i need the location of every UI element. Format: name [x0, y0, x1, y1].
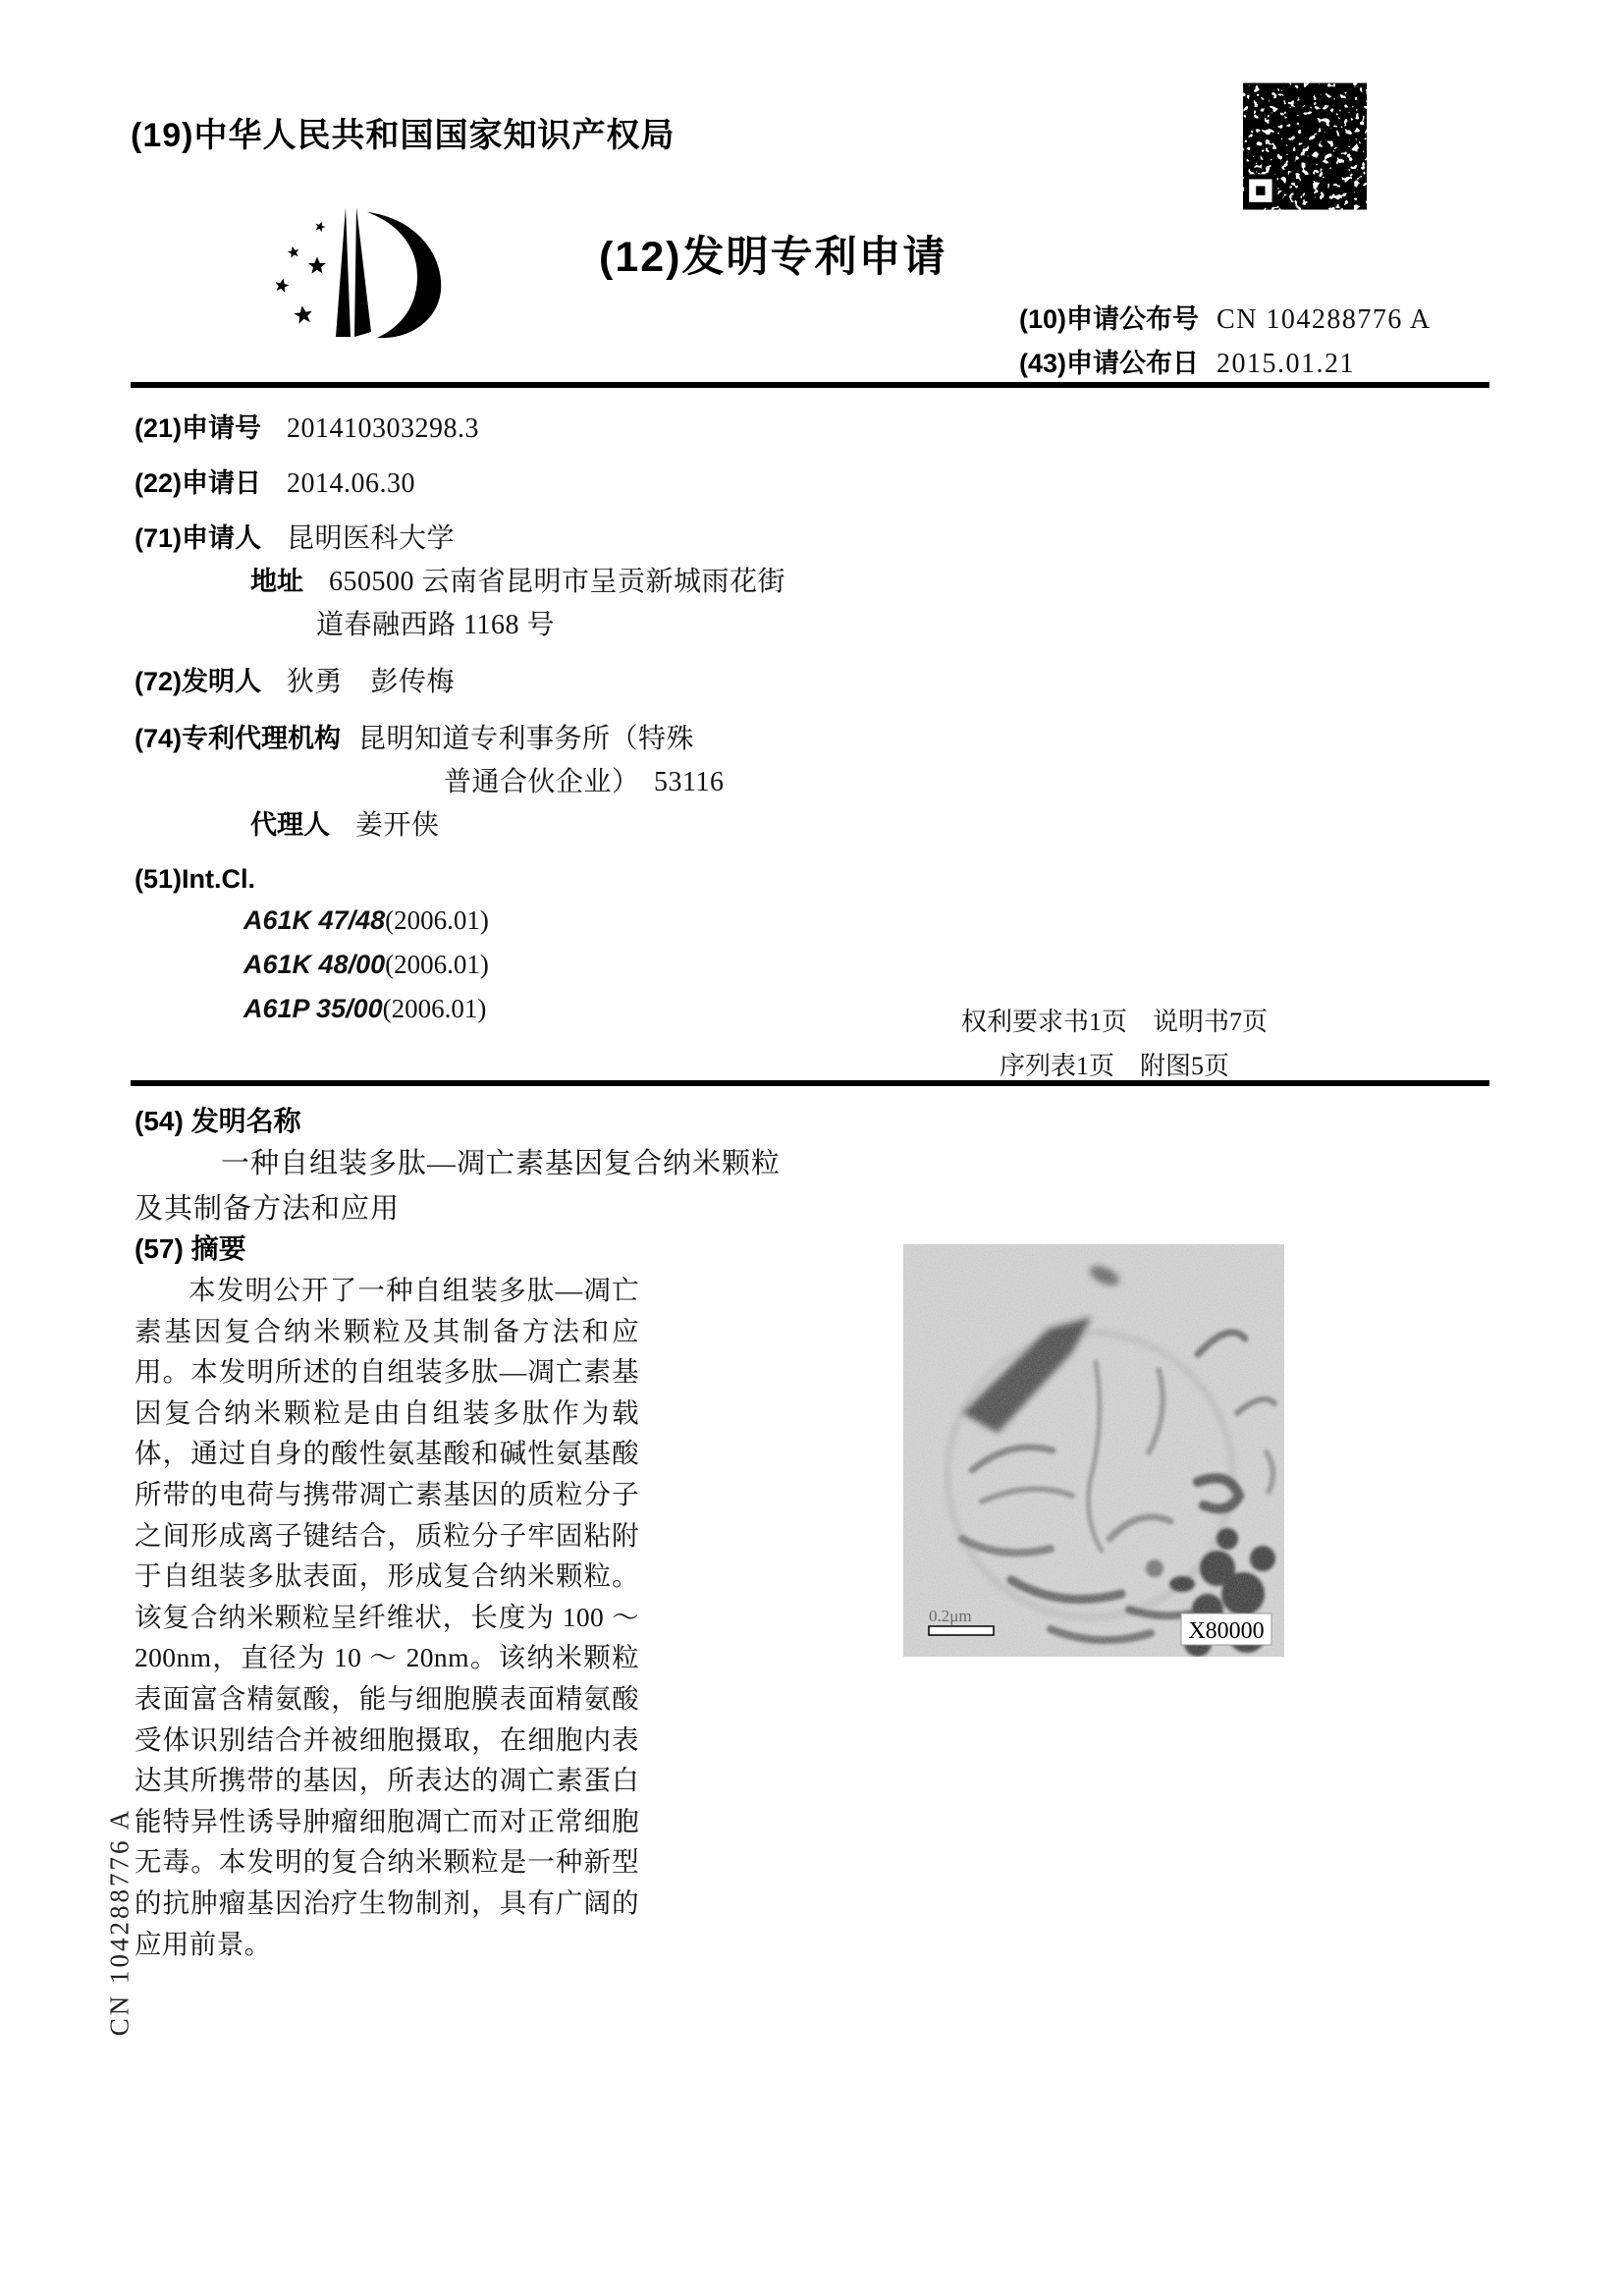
agent-label: 代理人 [250, 810, 330, 840]
application-date-label: (22)申请日 [135, 468, 262, 498]
publication-date-row [1019, 342, 1355, 380]
header-divider-rule [131, 382, 1489, 388]
agency-row [135, 717, 694, 756]
scale-bar-label: 0.2μm [929, 1607, 972, 1625]
invention-title-line1: 一种自组装多肽—凋亡素基因复合纳米颗粒 [221, 1148, 782, 1179]
address-line2: 道春融西路 1168 号 [316, 610, 555, 640]
invention-title-label: (54) 发明名称 [135, 1106, 301, 1136]
int-cl-version: (2006.01) [382, 994, 487, 1023]
page-counts [933, 1000, 1296, 1088]
agent-value: 姜开侠 [355, 810, 440, 841]
applicant-label: (71)申请人 [135, 523, 262, 553]
publication-number-label: (10)申请公布号 [1019, 304, 1200, 334]
int-cl-entry [243, 994, 486, 1024]
application-date-value: 2014.06.30 [287, 468, 416, 499]
patent-office-line: (19)中华人民共和国国家知识产权局 [131, 117, 676, 154]
publication-date-label: (43)申请公布日 [1019, 349, 1200, 378]
int-cl-version: (2006.01) [385, 905, 489, 935]
applicant-row [135, 517, 455, 556]
agency-line2: 普通合伙企业） 53116 [444, 767, 725, 797]
application-number-label: (21)申请号 [135, 413, 262, 443]
page-counts-line1: 权利要求书1页 说明书7页 [960, 1008, 1268, 1036]
abstract-text: 本发明公开了一种自组装多肽—凋亡素基因复合纳米颗粒及其制备方法和应用。本发明所述的自组装多肽—凋亡素基因复合纳米颗粒是由自组装多肽作为载体，通过自身的酸性氨基酸和碱性氨基酸所带的电荷与携带凋亡素基因的质粒分子之间形成离子键结合，质粒分子牢固粘附于自组装多肽表面，形成复合纳米颗粒。该复合纳米颗粒呈纤维状，长度为 100 ～ 200nm，直径为 10 ～ 20nm。该纳米颗粒表面富含精氨酸，能与细胞膜表面精氨酸受体识别结合并被细胞摄取，在细胞内表达其所携带的基因，所表达的凋亡素蛋白能特异性诱导肿瘤细胞凋亡而对正常细胞无毒。本发明的复合纳米颗粒是一种新型的抗肿瘤基因治疗生物制剂，具有广阔的应用前景。 [135, 1275, 639, 1959]
application-date-row [135, 462, 415, 500]
inventors-label: (72)发明人 [135, 667, 262, 696]
abstract-label: (57) 摘要 [135, 1233, 246, 1264]
publication-number-row [1019, 298, 1432, 336]
tem-micrograph-figure [903, 1244, 1284, 1657]
inventors-value: 狄勇 彭传梅 [287, 667, 456, 697]
publication-date-value: 2015.01.21 [1216, 349, 1356, 379]
vertical-publication-number: CN 104288776 A [104, 1807, 135, 2037]
address-line1: 650500 云南省昆明市呈贡新城雨花街 [329, 567, 786, 597]
body-divider-rule [131, 1080, 1489, 1086]
address-row [250, 560, 785, 599]
int-cl-label: (51)Int.Cl. [135, 864, 256, 894]
address-label: 地址 [250, 567, 303, 596]
invention-title-line2: 及其制备方法和应用 [135, 1193, 401, 1225]
int-cl-version: (2006.01) [385, 950, 489, 979]
applicant-value: 昆明医科大学 [287, 523, 456, 554]
int-cl-code: A61K 48/00 [243, 950, 386, 979]
qr-code-icon [1243, 82, 1367, 215]
agency-label: (74)专利代理机构 [135, 724, 342, 753]
application-number-value: 201410303298.3 [287, 413, 480, 444]
int-cl-code: A61K 47/48 [243, 905, 386, 935]
int-cl-entry [243, 905, 489, 936]
agency-line1: 昆明知道专利事务所（特殊 [358, 724, 695, 754]
inventors-row [135, 660, 455, 699]
scale-bar [929, 1626, 994, 1635]
int-cl-entry [243, 950, 489, 980]
application-number-row [135, 407, 479, 445]
document-type-title: (12)发明专利申请 [599, 234, 947, 281]
agent-row [250, 803, 440, 843]
int-cl-code: A61P 35/00 [243, 994, 383, 1023]
cnipa-patent-logo [242, 204, 472, 349]
page-counts-line2: 序列表1页 附图5页 [999, 1052, 1229, 1080]
magnification-label: X80000 [1188, 1618, 1265, 1644]
publication-number-value: CN 104288776 A [1216, 304, 1432, 335]
